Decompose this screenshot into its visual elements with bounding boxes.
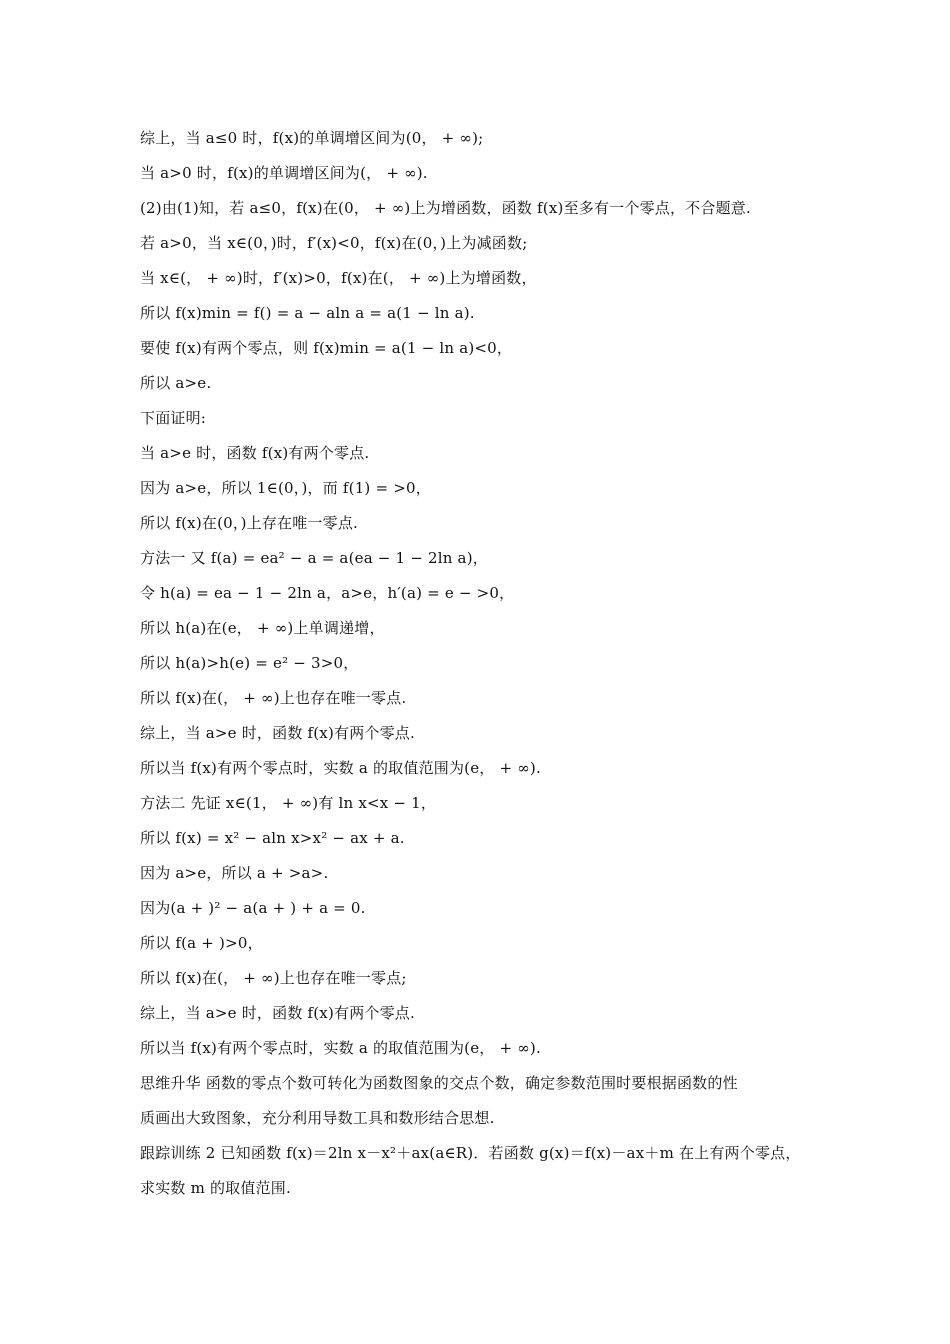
text-line: 综上，当 a≤0 时，f(x)的单调增区间为(0， + ∞); [140, 129, 484, 147]
text-line: 下面证明: [140, 409, 207, 427]
text-line: 所以当 f(x)有两个零点时，实数 a 的取值范围为(e， + ∞). [140, 1039, 541, 1057]
text-line: 综上，当 a>e 时，函数 f(x)有两个零点. [140, 724, 415, 742]
text-line: 若 a>0，当 x∈(0，)时，f′(x)<0，f(x)在(0，)上为减函数; [140, 234, 528, 252]
text-line: 因为 a>e，所以 a + >a>. [140, 864, 329, 882]
text-line: 令 h(a) = ea − 1 − 2ln a，a>e，h′(a) = e − >0， [140, 584, 515, 602]
text-line: 所以 f(x)在(， + ∞)上也存在唯一零点; [140, 969, 407, 987]
text-line: 因为(a + )² − a(a + ) + a = 0. [140, 899, 366, 917]
text-line: 当 a>e 时，函数 f(x)有两个零点. [140, 444, 370, 462]
method-one-heading: 方法一 又 f(a) = ea² − a = a(ea − 1 − 2ln a)， [140, 549, 488, 567]
text-line: 所以 f(x) = x² − aln x>x² − ax + a. [140, 829, 405, 847]
exercise-heading: 跟踪训练 2 已知函数 f(x)＝2ln x－x²＋ax(a∈R)．若函数 g(x)＝f(x)－ax＋m 在上有两个零点， [140, 1144, 801, 1162]
text-line: 所以当 f(x)有两个零点时，实数 a 的取值范围为(e， + ∞). [140, 759, 541, 777]
text-line: 所以 f(x)在(0，)上存在唯一零点. [140, 514, 359, 532]
text-line: 所以 a>e. [140, 374, 212, 392]
text-line: 求实数 m 的取值范围. [140, 1179, 291, 1197]
text-line: 所以 f(x)min = f() = a − aln a = a(1 − ln a). [140, 304, 475, 322]
text-line: 要使 f(x)有两个零点，则 f(x)min = a(1 − ln a)<0， [140, 339, 513, 357]
text-line: 综上，当 a>e 时，函数 f(x)有两个零点. [140, 1004, 415, 1022]
text-line: 当 x∈(， + ∞)时，f′(x)>0，f(x)在(， + ∞)上为增函数， [140, 269, 537, 287]
text-line: 所以 h(a)>h(e) = e² − 3>0， [140, 654, 359, 672]
text-line: 质画出大致图象，充分利用导数工具和数形结合思想. [140, 1109, 495, 1127]
text-line: (2)由(1)知，若 a≤0，f(x)在(0， + ∞)上为增函数，函数 f(x)至多有一个零点，不合题意. [140, 199, 751, 217]
text-line: 因为 a>e，所以 1∈(0，)，而 f(1) = >0， [140, 479, 431, 497]
text-line: 所以 h(a)在(e， + ∞)上单调递增， [140, 619, 385, 637]
text-line: 所以 f(a + )>0， [140, 934, 263, 952]
method-two-heading: 方法二 先证 x∈(1， + ∞)有 ln x<x − 1， [140, 794, 437, 812]
text-line: 所以 f(x)在(， + ∞)上也存在唯一零点. [140, 689, 407, 707]
summary-heading: 思维升华 函数的零点个数可转化为函数图象的交点个数，确定参数范围时要根据函数的性 [140, 1074, 738, 1092]
text-line: 当 a>0 时，f(x)的单调增区间为(， + ∞). [140, 164, 428, 182]
